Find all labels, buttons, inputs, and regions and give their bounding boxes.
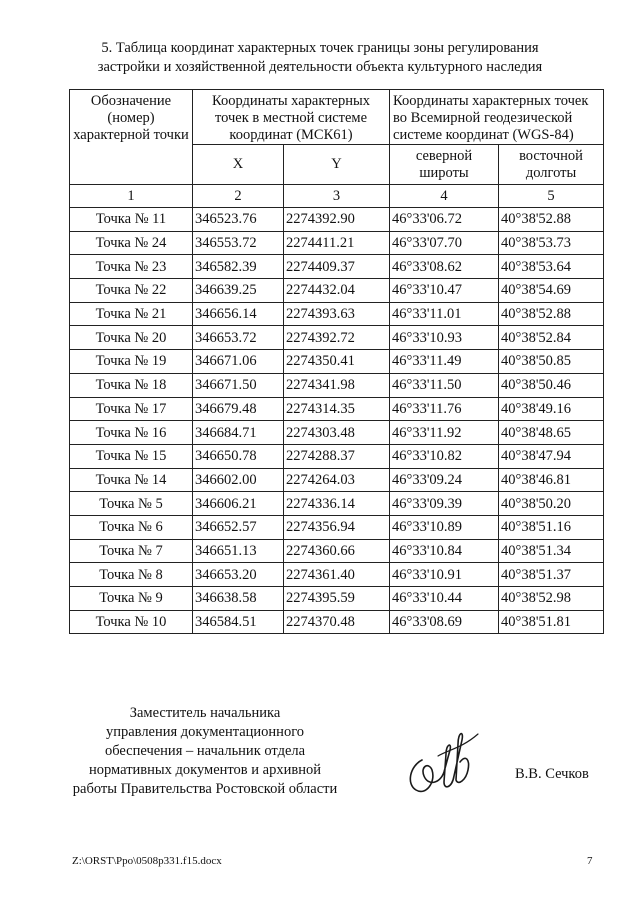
cell-latitude: 46°33'11.49	[390, 350, 499, 374]
position-line: управления документационного	[105, 724, 305, 740]
table-row	[70, 468, 604, 492]
cell-y: 2274360.66	[284, 539, 390, 563]
cell-x: 346638.58	[193, 587, 284, 611]
cell-x: 346523.76	[193, 208, 284, 232]
cell-point: Точка № 19	[70, 350, 193, 374]
cell-longitude: 40°38'52.98	[499, 587, 604, 611]
cell-y: 2274392.90	[284, 208, 390, 232]
cell-longitude: 40°38'53.73	[499, 231, 604, 255]
cell-latitude: 46°33'07.70	[390, 231, 499, 255]
cell-y: 2274432.04	[284, 279, 390, 303]
cell-latitude: 46°33'08.62	[390, 255, 499, 279]
table-row	[70, 326, 604, 350]
cell-longitude: 40°38'52.88	[499, 208, 604, 232]
cell-point: Точка № 5	[70, 492, 193, 516]
cell-y: 2274395.59	[284, 587, 390, 611]
cell-point: Точка № 20	[70, 326, 193, 350]
cell-y: 2274341.98	[284, 373, 390, 397]
header-local-system: Координаты характерных точек в местной системе координат (МСК61)	[193, 90, 390, 145]
handwritten-signature	[400, 720, 490, 800]
cell-point: Точка № 10	[70, 610, 193, 634]
cell-x: 346651.13	[193, 539, 284, 563]
table-row	[70, 255, 604, 279]
cell-latitude: 46°33'09.39	[390, 492, 499, 516]
header-latitude: северной широты	[390, 145, 499, 185]
table-row	[70, 587, 604, 611]
cell-point: Точка № 9	[70, 587, 193, 611]
cell-longitude: 40°38'50.85	[499, 350, 604, 374]
cell-point: Точка № 21	[70, 302, 193, 326]
footer-file-path: Z:\ORST\Ppo\0508p331.f15.docx	[72, 855, 222, 867]
cell-x: 346652.57	[193, 515, 284, 539]
cell-latitude: 46°33'10.44	[390, 587, 499, 611]
cell-point: Точка № 18	[70, 373, 193, 397]
signer-name: В.В. Сечков	[515, 766, 589, 782]
document-title	[40, 39, 600, 77]
column-number: 5	[499, 185, 604, 208]
cell-x: 346584.51	[193, 610, 284, 634]
cell-x: 346582.39	[193, 255, 284, 279]
cell-y: 2274314.35	[284, 397, 390, 421]
cell-point: Точка № 22	[70, 279, 193, 303]
cell-latitude: 46°33'10.82	[390, 444, 499, 468]
cell-point: Точка № 16	[70, 421, 193, 445]
header-wgs-system: Координаты характерных точек во Всемирной геодезической системе координат (WGS-84)	[390, 90, 604, 145]
cell-y: 2274392.72	[284, 326, 390, 350]
table-row	[70, 373, 604, 397]
cell-longitude: 40°38'50.20	[499, 492, 604, 516]
cell-point: Точка № 6	[70, 515, 193, 539]
table-header-row	[70, 90, 604, 145]
table-row	[70, 444, 604, 468]
position-line: обеспечения – начальник отдела	[104, 743, 306, 759]
cell-longitude: 40°38'51.37	[499, 563, 604, 587]
cell-latitude: 46°33'11.92	[390, 421, 499, 445]
header-longitude: восточной долготы	[499, 145, 604, 185]
title-line-2: застройки и хозяйственной деятельности объекта культурного наследия	[97, 59, 543, 75]
cell-point: Точка № 11	[70, 208, 193, 232]
table-row	[70, 302, 604, 326]
cell-point: Точка № 8	[70, 563, 193, 587]
cell-y: 2274411.21	[284, 231, 390, 255]
cell-longitude: 40°38'52.88	[499, 302, 604, 326]
cell-point: Точка № 17	[70, 397, 193, 421]
cell-longitude: 40°38'48.65	[499, 421, 604, 445]
cell-latitude: 46°33'10.93	[390, 326, 499, 350]
cell-y: 2274336.14	[284, 492, 390, 516]
cell-x: 346684.71	[193, 421, 284, 445]
cell-longitude: 40°38'53.64	[499, 255, 604, 279]
table-row	[70, 231, 604, 255]
cell-longitude: 40°38'51.16	[499, 515, 604, 539]
cell-y: 2274288.37	[284, 444, 390, 468]
cell-latitude: 46°33'10.47	[390, 279, 499, 303]
cell-x: 346671.06	[193, 350, 284, 374]
cell-x: 346653.72	[193, 326, 284, 350]
table-row	[70, 610, 604, 634]
cell-latitude: 46°33'08.69	[390, 610, 499, 634]
cell-latitude: 46°33'10.89	[390, 515, 499, 539]
signature-position-block	[60, 704, 350, 799]
cell-point: Точка № 23	[70, 255, 193, 279]
page-number: 7	[587, 855, 593, 867]
cell-latitude: 46°33'10.91	[390, 563, 499, 587]
column-number: 2	[193, 185, 284, 208]
cell-point: Точка № 7	[70, 539, 193, 563]
title-line-1: 5. Таблица координат характерных точек границы зоны регулирования	[101, 40, 539, 56]
header-x: X	[193, 145, 284, 185]
cell-x: 346650.78	[193, 444, 284, 468]
table-row	[70, 397, 604, 421]
table-row	[70, 421, 604, 445]
header-point: Обозначение (номер) характерной точки	[70, 90, 193, 185]
cell-y: 2274409.37	[284, 255, 390, 279]
cell-y: 2274361.40	[284, 563, 390, 587]
cell-x: 346671.50	[193, 373, 284, 397]
cell-point: Точка № 14	[70, 468, 193, 492]
cell-y: 2274264.03	[284, 468, 390, 492]
table-row	[70, 279, 604, 303]
column-number-row	[70, 185, 604, 208]
cell-x: 346639.25	[193, 279, 284, 303]
cell-y: 2274393.63	[284, 302, 390, 326]
cell-point: Точка № 24	[70, 231, 193, 255]
position-line: работы Правительства Ростовской области	[72, 781, 338, 797]
cell-point: Точка № 15	[70, 444, 193, 468]
cell-x: 346602.00	[193, 468, 284, 492]
cell-x: 346553.72	[193, 231, 284, 255]
cell-x: 346656.14	[193, 302, 284, 326]
cell-longitude: 40°38'54.69	[499, 279, 604, 303]
position-line: Заместитель начальника	[129, 705, 281, 721]
cell-longitude: 40°38'49.16	[499, 397, 604, 421]
cell-latitude: 46°33'11.76	[390, 397, 499, 421]
cell-latitude: 46°33'11.01	[390, 302, 499, 326]
cell-longitude: 40°38'51.81	[499, 610, 604, 634]
cell-longitude: 40°38'52.84	[499, 326, 604, 350]
cell-longitude: 40°38'51.34	[499, 539, 604, 563]
cell-y: 2274350.41	[284, 350, 390, 374]
cell-latitude: 46°33'10.84	[390, 539, 499, 563]
position-line: нормативных документов и архивной	[89, 762, 321, 778]
table-row	[70, 563, 604, 587]
table-row	[70, 350, 604, 374]
cell-x: 346653.20	[193, 563, 284, 587]
table-row	[70, 492, 604, 516]
cell-longitude: 40°38'47.94	[499, 444, 604, 468]
table-row	[70, 515, 604, 539]
table-row	[70, 539, 604, 563]
cell-x: 346606.21	[193, 492, 284, 516]
cell-x: 346679.48	[193, 397, 284, 421]
cell-y: 2274303.48	[284, 421, 390, 445]
cell-latitude: 46°33'06.72	[390, 208, 499, 232]
column-number: 3	[284, 185, 390, 208]
header-y: Y	[284, 145, 390, 185]
column-number: 1	[70, 185, 193, 208]
cell-y: 2274370.48	[284, 610, 390, 634]
table-row	[70, 208, 604, 232]
cell-longitude: 40°38'50.46	[499, 373, 604, 397]
column-number: 4	[390, 185, 499, 208]
cell-latitude: 46°33'11.50	[390, 373, 499, 397]
coordinates-table	[69, 89, 604, 634]
cell-latitude: 46°33'09.24	[390, 468, 499, 492]
cell-longitude: 40°38'46.81	[499, 468, 604, 492]
cell-y: 2274356.94	[284, 515, 390, 539]
